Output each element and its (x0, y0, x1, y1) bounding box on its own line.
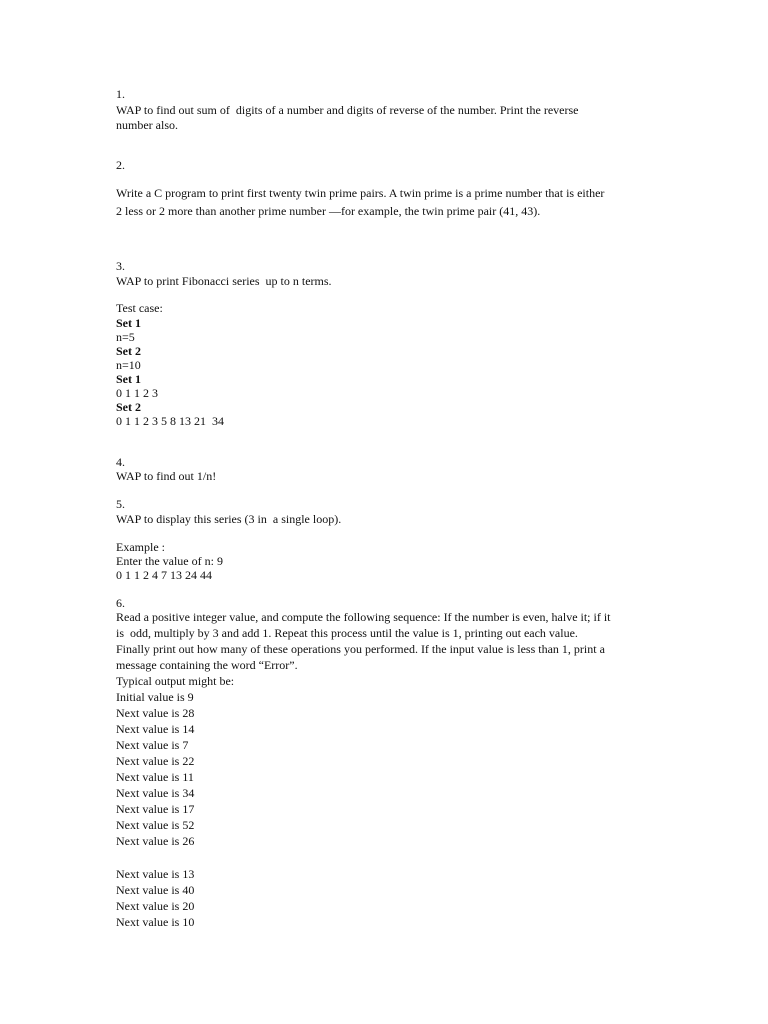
q2-text-line1: Write a C program to print first twenty twin prime pairs. A twin prime is a prime number that is either (116, 186, 605, 200)
q6-output-line: Next value is 28 (116, 706, 195, 720)
q5-text-line1: WAP to display this series (3 in a single loop). (116, 512, 342, 526)
q3-output-set2-label: Set 2 (116, 400, 141, 414)
q6-output-line: Next value is 14 (116, 722, 195, 736)
q6-output-line: Initial value is 9 (116, 690, 194, 704)
q6-text-line1: Read a positive integer value, and compute the following sequence: If the number is even, halve it; if it (116, 610, 611, 624)
q6-output-line: Next value is 10 (116, 915, 195, 929)
q2-text-line2: 2 less or 2 more than another prime number —for example, the twin prime pair (41, 43). (116, 204, 541, 218)
q6-text-line3: Finally print out how many of these operations you performed. If the input value is less than 1, print a (116, 642, 605, 656)
q6-output-line: Next value is 26 (116, 834, 195, 848)
q5-number: 5. (116, 497, 125, 511)
q5-prompt-text: Enter the value of n: 9 (116, 554, 223, 568)
q3-text-line1: WAP to print Fibonacci series up to n terms. (116, 274, 332, 288)
q6-output-line: Next value is 40 (116, 883, 195, 897)
q3-input-set2-label: Set 2 (116, 344, 141, 358)
q5-output-series: 0 1 1 2 4 7 13 24 44 (116, 568, 212, 582)
q3-input-set1-value: n=5 (116, 330, 135, 344)
q2-number: 2. (116, 158, 125, 172)
q6-number: 6. (116, 596, 125, 610)
q5-example-label: Example : (116, 540, 165, 554)
q6-output-line: Next value is 13 (116, 867, 195, 881)
q6-text-line4: message containing the word “Error”. (116, 658, 298, 672)
q1-text-line2: number also. (116, 118, 178, 132)
q6-typical-output-label: Typical output might be: (116, 674, 235, 688)
q3-number: 3. (116, 259, 125, 273)
q6-output-line: Next value is 11 (116, 770, 194, 784)
q1-number: 1. (116, 87, 125, 101)
q4-text-line1: WAP to find out 1/n! (116, 469, 217, 483)
q6-output-line: Next value is 34 (116, 786, 195, 800)
q6-output-line: Next value is 7 (116, 738, 189, 752)
q3-test-case-label: Test case: (116, 301, 163, 315)
q6-output-line: Next value is 22 (116, 754, 195, 768)
q6-output-line: Next value is 17 (116, 802, 195, 816)
q6-text-line2: is odd, multiply by 3 and add 1. Repeat this process until the value is 1, printing out each value. (116, 626, 578, 640)
q3-output-set2-value: 0 1 1 2 3 5 8 13 21 34 (116, 414, 224, 428)
q4-number: 4. (116, 455, 125, 469)
q3-input-set1-label: Set 1 (116, 316, 141, 330)
q6-output-line: Next value is 52 (116, 818, 195, 832)
q3-output-set1-label: Set 1 (116, 372, 141, 386)
q3-input-set2-value: n=10 (116, 358, 141, 372)
q1-text-line1: WAP to find out sum of digits of a number and digits of reverse of the number. Print the reverse (116, 103, 579, 117)
q3-output-set1-value: 0 1 1 2 3 (116, 386, 158, 400)
q6-output-line: Next value is 20 (116, 899, 195, 913)
